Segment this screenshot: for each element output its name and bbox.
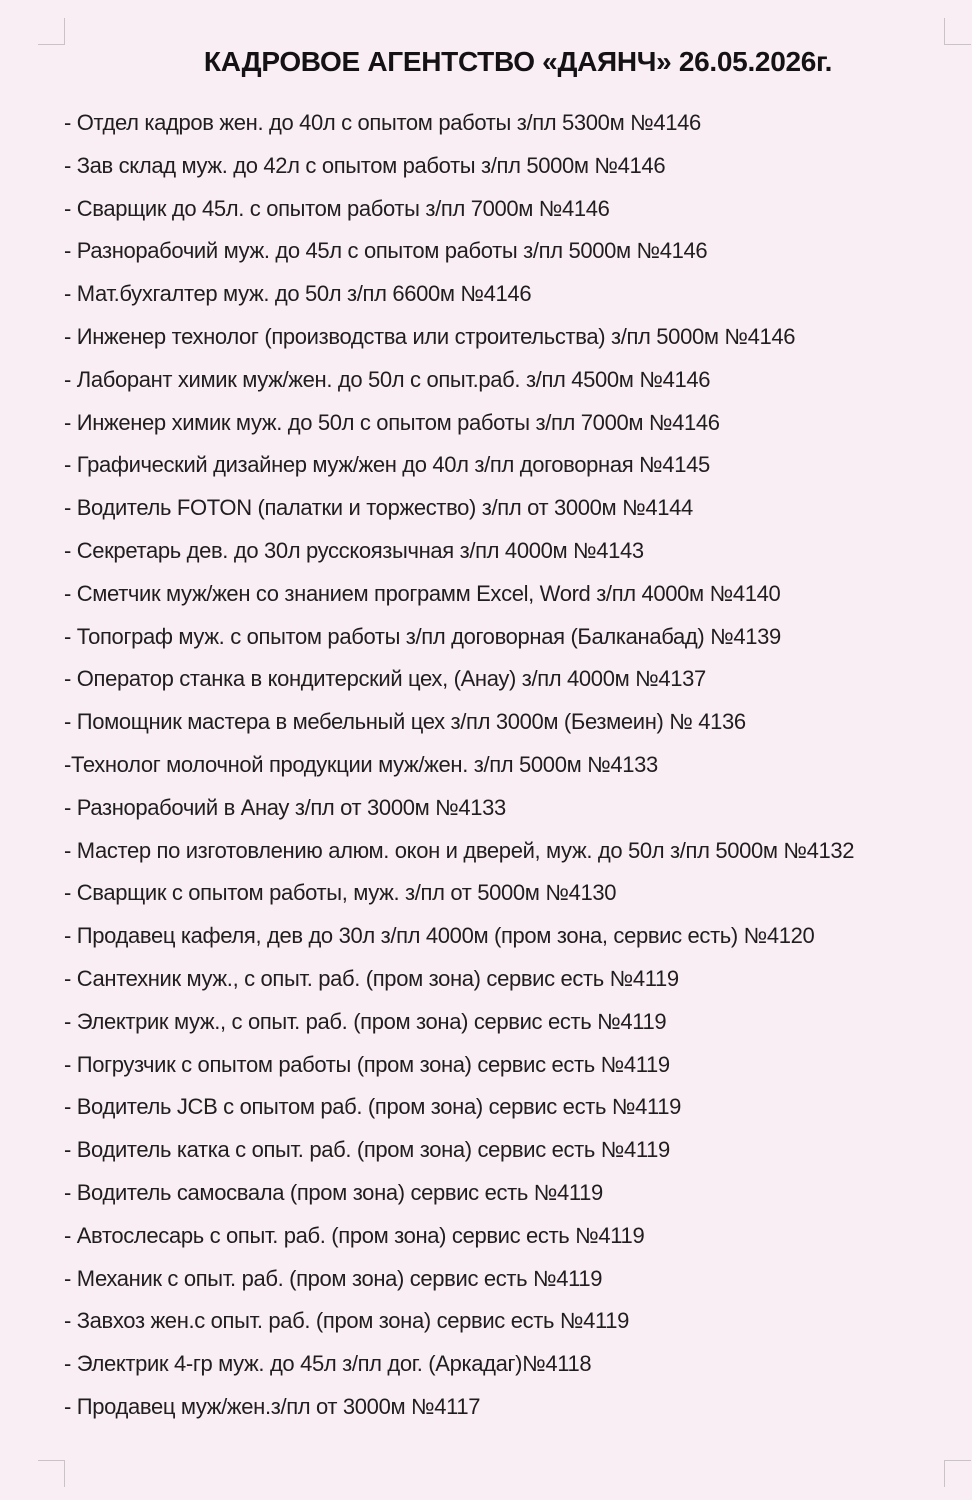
vacancy-item: - Инженер технолог (производства или строительства) з/пл 5000м №4146 xyxy=(64,323,796,349)
vacancy-item: - Лаборант химик муж/жен. до 50л с опыт.раб. з/пл 4500м №4146 xyxy=(64,366,711,392)
vacancy-item: - Водитель катка с опыт. раб. (пром зона) сервис есть №4119 xyxy=(64,1137,670,1163)
vacancy-item: - Завхоз жен.с опыт. раб. (пром зона) сервис есть №4119 xyxy=(64,1308,629,1334)
vacancy-item: - Водитель FOTON (палатки и торжество) з/пл от 3000м №4144 xyxy=(64,495,693,521)
vacancy-item: - Секретарь дев. до 30л русскоязычная з/пл 4000м №4143 xyxy=(64,537,644,563)
vacancy-list xyxy=(64,108,954,1422)
vacancy-item: - Продавец муж/жен.з/пл от 3000м №4117 xyxy=(64,1393,481,1419)
vacancy-item: - Помощник мастера в мебельный цех з/пл 3000м (Безмеин) № 4136 xyxy=(64,709,746,735)
crop-mark-top-right xyxy=(944,18,971,45)
vacancy-item: - Разнорабочий в Анау з/пл от 3000м №4133 xyxy=(64,794,506,820)
vacancy-item: - Водитель JCB с опытом раб. (пром зона) сервис есть №4119 xyxy=(64,1094,681,1120)
crop-mark-bottom-left xyxy=(38,1460,65,1487)
vacancy-item: - Сметчик муж/жен со знанием программ Excel, Word з/пл 4000м №4140 xyxy=(64,580,781,606)
crop-mark-top-left xyxy=(38,18,65,45)
crop-mark-bottom-right xyxy=(944,1460,971,1487)
vacancy-item: - Водитель самосвала (пром зона) сервис есть №4119 xyxy=(64,1179,603,1205)
vacancy-item: - Зав склад муж. до 42л с опытом работы з/пл 5000м №4146 xyxy=(64,152,666,178)
vacancy-item: - Сантехник муж., с опыт. раб. (пром зона) сервис есть №4119 xyxy=(64,965,679,991)
vacancy-item: - Разнорабочий муж. до 45л с опытом работы з/пл 5000м №4146 xyxy=(64,238,708,264)
vacancy-item: - Графический дизайнер муж/жен до 40л з/пл договорная №4145 xyxy=(64,452,710,478)
vacancy-item: -Технолог молочной продукции муж/жен. з/пл 5000м №4133 xyxy=(64,751,658,777)
document-title: КАДРОВОЕ АГЕНТСТВО «ДАЯНЧ» 26.05.2026г. xyxy=(203,46,833,77)
vacancy-item: - Механик с опыт. раб. (пром зона) сервис есть №4119 xyxy=(64,1265,603,1291)
vacancy-item: - Оператор станка в кондитерский цех, (Анау) з/пл 4000м №4137 xyxy=(64,666,706,692)
vacancy-item: - Электрик 4-гр муж. до 45л з/пл дог. (Аркадаг)№4118 xyxy=(64,1351,592,1377)
vacancy-item: - Мастер по изготовлению алюм. окон и дверей, муж. до 50л з/пл 5000м №4132 xyxy=(64,837,855,863)
vacancy-item: - Электрик муж., с опыт. раб. (пром зона) сервис есть №4119 xyxy=(64,1008,667,1034)
vacancy-item: - Мат.бухгалтер муж. до 50л з/пл 6600м №4146 xyxy=(64,281,532,307)
vacancy-item: - Сварщик с опытом работы, муж. з/пл от 5000м №4130 xyxy=(64,880,617,906)
vacancy-item: - Отдел кадров жен. до 40л с опытом работы з/пл 5300м №4146 xyxy=(64,110,701,135)
vacancy-item: - Топограф муж. с опытом работы з/пл договорная (Балканабад) №4139 xyxy=(64,623,781,649)
vacancy-item: - Погрузчик с опытом работы (пром зона) сервис есть №4119 xyxy=(64,1051,670,1077)
vacancy-item: - Сварщик до 45л. с опытом работы з/пл 7000м №4146 xyxy=(64,195,610,221)
vacancy-item: - Автослесарь с опыт. раб. (пром зона) сервис есть №4119 xyxy=(64,1222,645,1248)
vacancy-item: - Инженер химик муж. до 50л с опытом работы з/пл 7000м №4146 xyxy=(64,409,720,435)
vacancy-item: - Продавец кафеля, дев до 30л з/пл 4000м (пром зона, сервис есть) №4120 xyxy=(64,923,815,949)
